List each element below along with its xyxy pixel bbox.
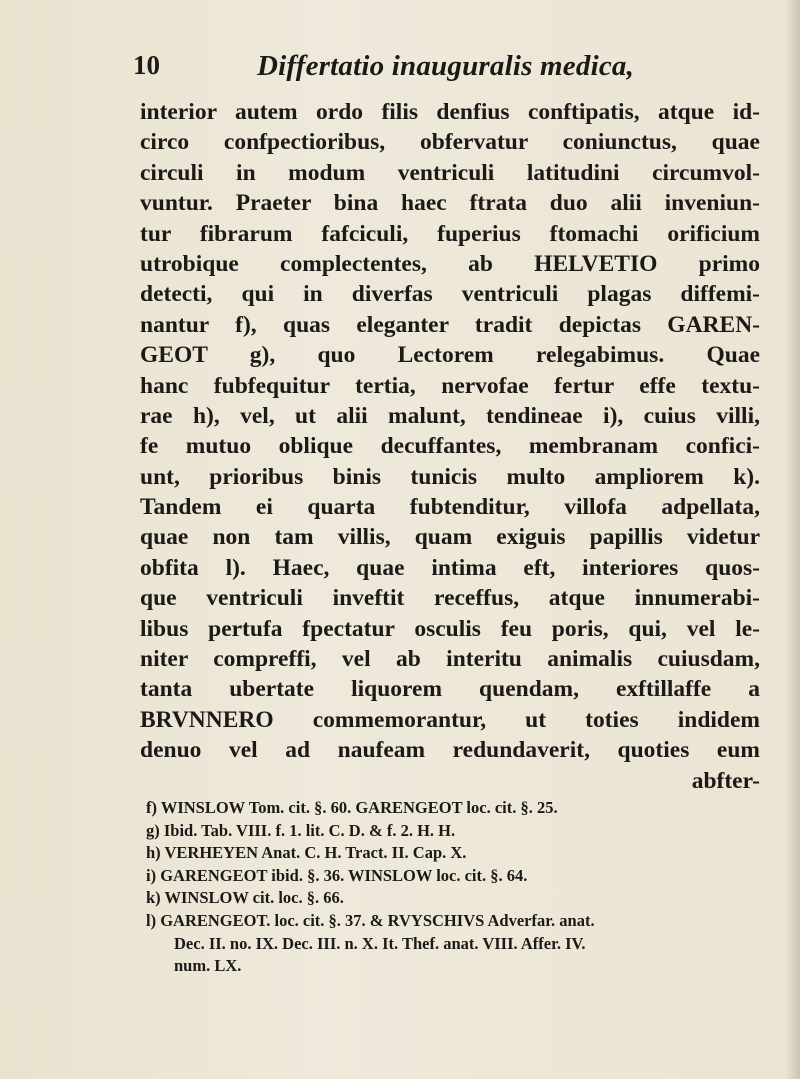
text-line: nantur f), quas eleganter tradit depictas GAREN- [140,311,760,338]
text-line: unt, prioribus binis tunicis multo ampliorem k). [140,463,760,490]
footnote: g) Ibid. Tab. VIII. f. 1. lit. C. D. & f. 2. H. H. [146,820,456,840]
text-line: circo confpectioribus, obfervatur coniunctus, quae [140,129,760,156]
text-line: quae non tam villis, quam exiguis papillis videtur [140,524,760,551]
footnote: l) GARENGEOT. loc. cit. §. 37. & RVYSCHIVS Adverfar. anat. [146,910,595,930]
catchword: abfter- [691,767,760,794]
footnote: f) WINSLOW Tom. cit. §. 60. GARENGEOT loc. cit. §. 25. [146,798,558,817]
text-line: circuli in modum ventriculi latitudini circumvol- [140,159,760,186]
page-edge-shadow [786,0,800,1079]
text-line: que ventriculi inveftit receffus, atque innumerabi- [140,585,760,612]
text-line: fe mutuo oblique decuffantes, membranam confici- [140,433,760,460]
text-line: utrobique complectentes, ab HELVETIO primo [140,250,760,277]
text-line: rae h), vel, ut alii malunt, tendineae i), cuius villi, [140,402,760,429]
footnote: i) GARENGEOT ibid. §. 36. WINSLOW loc. cit. §. 64. [146,865,528,885]
footnote: h) VERHEYEN Anat. C. H. Tract. II. Cap. X. [146,843,467,863]
text-line: BRVNNERO commemorantur, ut toties indidem [140,706,760,733]
page-header [133,50,753,84]
text-line: denuo vel ad naufeam redundaverit, quoties eum [140,737,760,764]
footnote: k) WINSLOW cit. loc. §. 66. [146,888,344,908]
footnote-continuation: Dec. II. no. IX. Dec. III. n. X. It. Thef. anat. VIII. Affer. IV. [174,933,586,953]
text-line: obfita l). Haec, quae intima eft, interiores quos- [140,554,760,581]
text-line: libus pertufa fpectatur osculis feu poris, qui, vel le- [140,615,760,642]
page-number: 10 [133,50,160,80]
text-line: tanta ubertate liquorem quendam, exftillaffe a [140,676,760,703]
footnotes [146,797,746,978]
text-line: GEOT g), quo Lectorem relegabimus. Quae [140,342,760,369]
text-line: hanc fubfequitur tertia, nervofae fertur effe textu- [140,372,760,399]
text-line: tur fibrarum fafciculi, fuperius ftomachi orificium [140,220,760,247]
text-line: detecti, qui in diverfas ventriculi plagas diffemi- [140,281,760,308]
main-text [140,97,760,796]
text-line: niter compreffi, vel ab interitu animalis cuiusdam, [140,646,760,673]
text-line: vuntur. Praeter bina haec ftrata duo alii inveniun- [140,190,760,217]
running-title: Differtatio inauguralis medica, [257,50,635,82]
text-line: interior autem ordo filis denfius conftipatis, atque id- [140,99,760,125]
footnote-continuation: num. LX. [174,956,242,976]
text-line: Tandem ei quarta fubtenditur, villofa adpellata, [140,494,760,521]
